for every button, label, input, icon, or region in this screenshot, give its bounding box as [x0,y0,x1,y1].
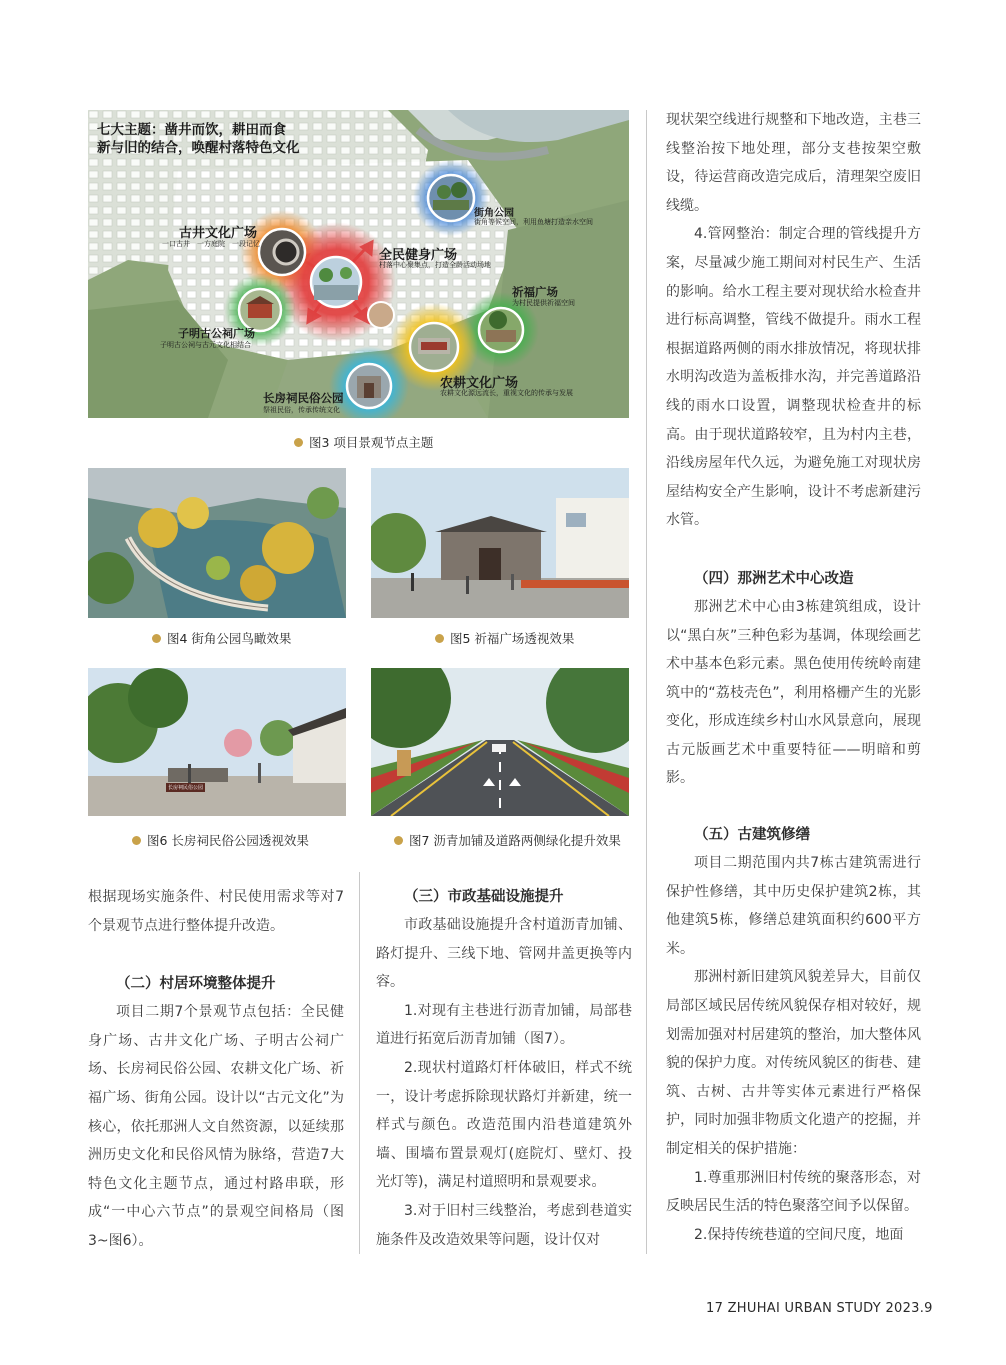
node-qifu-desc: 为村民提供祈福空间 [512,299,575,307]
figure5-caption-text: 图5 祈福广场透视效果 [450,631,575,646]
figure5-caption [435,629,574,647]
col1-paragraph-1: 项目二期7个景观节点包括：全民健身广场、古井文化广场、子明古公祠广场、长房祠民俗公园、农耕文化广场、祈福广场、街角公园。设计以“古元文化”为核心，依托那洲人文自然资源，以延续那洲历史文化和民俗风情为脉络，营造7大特色文化主题节点，通过村路串联，形成“一中心六节点”的景观空间格局（图3~图6）。 [88,1004,344,1249]
figure3-map [88,110,629,418]
node-photo-small [368,302,394,328]
figure4-image [88,468,346,618]
issue-number: 2023.9 [885,1301,933,1316]
col2-paragraph-3: 2.现状村道路灯杆体破旧，样式不统一，设计考虑拆除现状路灯并新建，统一样式与颜色。改造范围内沿巷道建筑外墙、围墙布置景观灯(庭院灯、壁灯、投光灯等)，满足村道照明和景观要求。 [376,1059,632,1191]
node-jiejiao-desc: 街角等候空间，利用鱼塘打造亲水空间 [474,218,593,226]
node-photo-changfang [347,364,391,408]
column-divider [359,872,360,1254]
node-ziming-name: 子明古公祠广场 [178,327,255,340]
node-qifu-name: 祈福广场 [512,285,558,299]
figure7-illustration [371,668,629,816]
figure4-caption-text: 图4 街角公园鸟瞰效果 [167,631,292,646]
node-photo-qifu [479,308,523,352]
caption-bullet-icon [394,836,403,845]
col3-continued-paragraph: 现状架空线进行规整和下地改造，主巷三线整治按下地处理，部分支巷按架空敷设，待运营商改造完成后，清理架空废旧线缆。 [666,112,921,214]
column-1 [88,883,344,1256]
node-photo-quanmin [311,257,361,307]
figure6-caption [132,831,309,849]
caption-bullet-icon [294,438,303,447]
figure6-illustration [88,668,346,816]
figure7-caption [394,831,621,849]
col3-paragraph-art: 那洲艺术中心由3栋建筑组成，设计以“黑白灰”三种色彩为基调，体现绘画艺术中基本色彩元素。黑色使用传统岭南建筑中的“荔枝壳色”，利用格栅产生的光影变化，形成连续乡村山水风景意向，展现古元版画艺术中重要特征——明暗和剪影。 [666,598,921,787]
caption-bullet-icon [152,634,161,643]
page-number: 17 [706,1301,724,1316]
node-nonggeng-name: 农耕文化广场 [440,376,519,391]
map-title-line1: 七大主题：凿井而饮，耕田而食 [97,122,286,138]
column-2 [376,883,632,1254]
figure4-illustration [88,468,346,618]
col2-paragraph-1: 市政基础设施提升含村道沥青加铺、路灯提升、三线下地、管网井盖更换等内容。 [376,917,632,991]
col3-paragraph-g1: 项目二期范围内共7栋古建筑需进行保护性修缮，其中历史保护建筑2栋，其他建筑5栋，修缮总建筑面积约600平方米。 [666,855,921,957]
col2-paragraph-4: 3.对于旧村三线整治，考虑到巷道实施条件及改造效果等问题，设计仅对 [376,1202,632,1248]
node-changfang-desc: 祭祖民俗，传承传统文化 [263,406,340,414]
figure6-sign: 长房祠民俗公园 [168,785,204,791]
figure6-image [88,668,346,816]
journal-name: ZHUHAI URBAN STUDY [727,1301,881,1316]
node-gujing-desc: 一口古井 一方庭院 一段记忆 [162,240,260,248]
figure4-caption [152,629,291,647]
caption-bullet-icon [435,634,444,643]
node-nonggeng-desc: 农耕文化源远流长，重视文化的传承与发展 [440,389,573,397]
col3-paragraph-pipe: 4.管网整治：制定合理的管线提升方案，尽量减少施工期间对村民生产、生活的影响。给水工程主要对现状给水检查井进行标高调整，管线不做提升。雨水工程根据道路两侧的雨水排放情况，将现状排水明沟改造为盖板排水沟，并完善道路沿线的雨水口设置，调整现状检查井的标高。由于现状道路较窄，且为村内主巷，沿线房屋年代久远，为避免施工对现状房屋结构安全产生影响，设计不考虑新建污水管。 [666,226,921,529]
figure3-caption-text: 图3 项目景观节点主题 [309,435,434,450]
section-heading-5: （五）古建筑修缮 [694,827,810,844]
col2-paragraph-2: 1.对现有主巷进行沥青加铺，局部巷道进行拓宽后沥青加铺（图7）。 [376,1002,632,1048]
col3-paragraph-g2: 那洲村新旧建筑风貌差异大，目前仅局部区域民居传统风貌保存相对较好，规划需加强对村居建筑的整治，加大整体风貌的保护力度。对传统风貌区的街巷、建筑、古树、古井等实体元素进行严格保护，同时加强非物质文化遗产的挖掘，并制定相关的保护措施： [666,969,921,1157]
caption-bullet-icon [132,836,141,845]
column-divider [646,110,647,1254]
section-heading-3: （三）市政基础设施提升 [404,889,564,905]
figure3-caption [294,433,433,451]
node-photo-nonggeng [410,323,458,371]
col3-paragraph-g4: 2.保持传统巷道的空间尺度，地面 [694,1226,904,1243]
node-quanmin-desc: 村落中心聚集点，打造全龄活动场地 [379,261,491,269]
node-changfang-name: 长房祠民俗公园 [263,391,344,405]
section-heading-4: （四）那洲艺术中心改造 [694,570,854,587]
col3-paragraph-g3: 1.尊重那洲旧村传统的聚落形态，对反映居民生活的特色聚落空间予以保留。 [666,1169,921,1215]
column-3 [666,106,921,1249]
node-quanmin-name: 全民健身广场 [379,248,458,263]
node-jiejiao-name: 街角公园 [474,208,514,219]
map-title-line2: 新与旧的结合，唤醒村落特色文化 [97,140,300,156]
map-background [88,110,629,418]
figure7-caption-text: 图7 沥青加铺及道路两侧绿化提升效果 [409,833,621,848]
node-ziming-desc: 子明古公祠与古元文化相结合 [160,341,251,349]
section-heading-2: （二）村居环境整体提升 [116,976,276,993]
figure5-image [371,468,629,618]
node-photo-jiejiao [428,175,474,221]
col1-intro-paragraph: 根据现场实施条件、村民使用需求等对7个景观节点进行整体提升改造。 [88,889,344,934]
node-gujing-name: 古井文化广场 [179,226,258,241]
figure5-illustration [371,468,629,618]
page-footer [706,1301,933,1316]
figure7-image [371,668,629,816]
figure6-caption-text: 图6 长房祠民俗公园透视效果 [147,833,309,848]
node-photo-gujing [259,229,305,275]
